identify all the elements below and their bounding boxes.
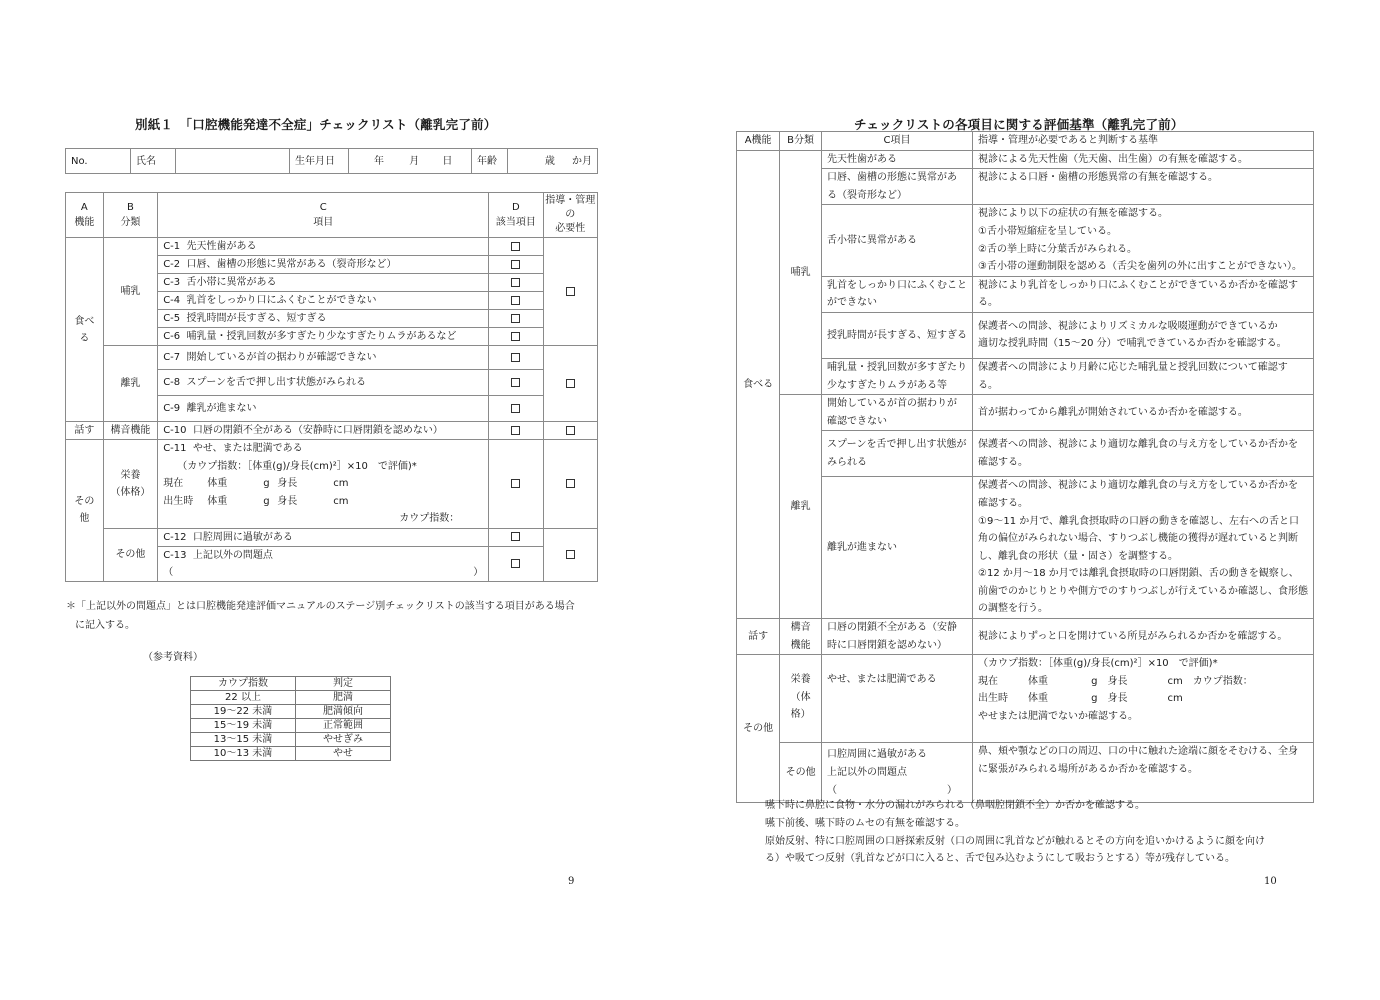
criteria-item: やせ、または肥満である <box>821 655 972 743</box>
reference-range: 19～22 未満 <box>191 705 296 719</box>
checkbox-c4[interactable] <box>489 292 543 310</box>
header-c: C項目 <box>821 132 972 151</box>
kaup-index-field[interactable]: カウプ指数： <box>399 513 460 524</box>
checkbox-c12[interactable] <box>489 528 543 546</box>
footnote-line-1: ＊「上記以外の問題点」とは口腔機能発達評価マニュアルのステージ別チェックリストの該当する項目がある場合 <box>66 601 575 612</box>
birthdate-label: 生年月日 <box>290 149 349 174</box>
checkbox-c3[interactable] <box>489 274 543 292</box>
patient-info-table <box>65 148 598 174</box>
criteria-text: 視診による先天性歯（先天歯、出生歯）の有無を確認する。 <box>973 150 1314 169</box>
kaup-reference-table <box>190 676 391 761</box>
criteria-row <box>737 205 1314 276</box>
birth-day-label: 日 <box>442 155 453 167</box>
current-measure-row: 現在 体重 g 身長 cm <box>163 475 483 493</box>
criteria-item: 開始しているが首の据わりが 確認できない <box>821 395 972 431</box>
item-c10: C-10 口唇の閉鎖不全がある（安静時に口唇閉鎖を認めない） <box>158 422 489 440</box>
reference-title: （参考資料） <box>143 652 203 663</box>
criteria-text: 視診により以下の症状の有無を確認する。 ①舌小帯短縮症を呈している。 ②舌の挙上時に分葉舌がみられる。 ③舌小帯の運動制限を認める（舌尖を歯列の外に出すことができない）。 <box>973 205 1314 276</box>
header-row <box>66 193 598 238</box>
checkbox-need-honyu[interactable] <box>543 238 597 346</box>
criteria-row <box>737 619 1314 655</box>
category-honyu: 哺乳 <box>780 150 822 395</box>
criteria-row <box>737 169 1314 205</box>
criteria-text: （カウプ指数：［体重(g)/身長(cm)²］×10 で評価)* 現在 体重 g 身長 cm カウプ指数： 出生時 体重 g 身長 cm やせまたは肥満でないか確認する。 <box>973 655 1314 743</box>
reference-judgement: 肥満 <box>296 691 391 705</box>
criteria-item: 舌小帯に異常がある <box>821 205 972 276</box>
reference-row <box>191 691 391 705</box>
category-sonota: その他 <box>103 528 158 581</box>
checkbox-c10[interactable] <box>489 422 543 440</box>
group-hanasu: 話す <box>66 422 104 440</box>
checkbox-need-rinyu[interactable] <box>543 346 597 422</box>
criteria-item: 口唇の閉鎖不全がある（安静 時に口唇閉鎖を認めない） <box>821 619 972 655</box>
age-years-label: 歳 <box>544 155 555 167</box>
group-taberu: 食べる <box>737 150 780 618</box>
criteria-text: 保護者への問診により月齢に応じた哺乳量と授乳回数について確認す る。 <box>973 358 1314 394</box>
header-b: B分類 <box>780 132 822 151</box>
checkbox-need-sonota[interactable] <box>543 528 597 581</box>
category-eiyo: 栄養 （体格） <box>780 655 822 743</box>
item-c6: C-6 哺乳量・授乳回数が多すぎたり少なすぎたりムラがあるなど <box>158 328 489 346</box>
checkbox-need-kouon[interactable] <box>543 422 597 440</box>
note-line-3: 原始反射、特に口腔周囲の口唇探索反射（口の周囲に乳首などが触れるとその方向を追いかけるように顔を向け <box>765 836 1265 847</box>
criteria-item: 離乳が進まない <box>821 477 972 619</box>
checklist-title: 別紙１ 「口腔機能発達不全症」チェックリスト（離乳完了前） <box>135 117 497 132</box>
criteria-row <box>737 743 1314 803</box>
criteria-text: 視診によりずっと口を開けている所見がみられるか否かを確認する。 <box>973 619 1314 655</box>
age-field[interactable] <box>508 149 598 174</box>
reference-range: 10～13 未満 <box>191 747 296 761</box>
checkbox-c6[interactable] <box>489 328 543 346</box>
checkbox-c2[interactable] <box>489 256 543 274</box>
birthdate-field[interactable] <box>349 149 472 174</box>
checkbox-c11[interactable] <box>489 440 543 529</box>
criteria-text: 保護者への問診、視診により適切な離乳食の与え方をしているか否かを 確認する。 ①9～11 か月で、離乳食摂取時の口唇の動きを確認し、左右への舌と口 角の偏位がみられない場合、すりつぶし機能の獲得が遅れていると判断 し、離乳食の形状（量・固さ）を調整する。 ②12 か月～18 か月では離乳食摂取時の口唇閉鎖、舌の動きを観察し、 前歯でのかじりとりや側方でのすりつぶしが行えているか確認し、食形態 の調整を行う。 <box>973 477 1314 619</box>
reference-header-judgement: 判定 <box>296 677 391 691</box>
reference-range: 22 以上 <box>191 691 296 705</box>
reference-header-kaup: カウプ指数 <box>191 677 296 691</box>
criteria-item: 乳首をしっかり口にふくむこと ができない <box>821 276 972 312</box>
age-label: 年齢 <box>472 149 508 174</box>
name-field[interactable] <box>176 149 290 174</box>
criteria-text: 保護者への問診、視診によりリズミカルな吸啜運動ができているか 適切な授乳時間（15～20 分）で哺乳できているか否かを確認する。 <box>973 312 1314 358</box>
table-row <box>66 346 598 370</box>
criteria-item: 口唇、歯槽の形態に異常があ る（裂奇形など） <box>821 169 972 205</box>
item-c4: C-4 乳首をしっかり口にふくむことができない <box>158 292 489 310</box>
criteria-text: 保護者への問診、視診により適切な離乳食の与え方をしているか否かを 確認する。 <box>973 431 1314 477</box>
item-c1: C-1 先天性歯がある <box>158 238 489 256</box>
col-b-header: B 分類 <box>103 193 158 238</box>
criteria-item: スプーンを舌で押し出す状態が みられる <box>821 431 972 477</box>
checkbox-c9[interactable] <box>489 396 543 422</box>
weight-unit: g <box>263 478 270 489</box>
criteria-row <box>737 358 1314 394</box>
checkbox-c5[interactable] <box>489 310 543 328</box>
name-label: 氏名 <box>131 149 176 174</box>
item-c12: C-12 口腔周囲に過敏がある <box>158 528 489 546</box>
reference-range: 15～19 未満 <box>191 719 296 733</box>
age-months-label: か月 <box>572 155 592 167</box>
note-line-1: 嚥下時に鼻腔に食物・水分の漏れがみられる（鼻咽腔閉鎖不全）か否かを確認する。 <box>765 800 1145 811</box>
col-a-header: A 機能 <box>66 193 104 238</box>
criteria-text: 首が据わってから離乳が開始されているか否かを確認する。 <box>973 395 1314 431</box>
table-row <box>66 528 598 546</box>
item-c3: C-3 舌小帯に異常がある <box>158 274 489 292</box>
category-honyu: 哺乳 <box>103 238 158 346</box>
category-kouon: 構音 機能 <box>780 619 822 655</box>
item-c2: C-2 口唇、歯槽の形態に異常がある（裂奇形など） <box>158 256 489 274</box>
category-kouon: 構音機能 <box>103 422 158 440</box>
checklist-table <box>65 192 598 582</box>
item-c8: C-8 スプーンを舌で押し出す状態がみられる <box>158 370 489 396</box>
c13-free-text-field[interactable]: （ ） <box>163 566 484 578</box>
category-rinyu: 離乳 <box>103 346 158 422</box>
checkbox-c13[interactable] <box>489 546 543 581</box>
reference-header-row <box>191 677 391 691</box>
page-number: 10 <box>1264 876 1277 887</box>
checkbox-need-eiyo[interactable] <box>543 440 597 529</box>
group-hanasu: 話す <box>737 619 780 655</box>
note-line-4: る）や吸てつ反射（乳首などが口に入ると、舌で包み込むようにして吸おうとする）等が残存している。 <box>765 853 1235 864</box>
criteria-row <box>737 395 1314 431</box>
group-taberu: 食べる <box>66 238 104 422</box>
item-c11: C-11 やせ、または肥満である （カウプ指数：［体重(g)/身長(cm)²］×10 で評価)* 現在 体重 g 身長 cm 出生時 体重 g 身長 cm カウプ指数： <box>158 440 489 529</box>
birth-measure-row: 出生時 体重 g 身長 cm <box>163 495 349 507</box>
criteria-row <box>737 431 1314 477</box>
reference-row <box>191 733 391 747</box>
criteria-row <box>737 655 1314 743</box>
reference-judgement: 肥満傾向 <box>296 705 391 719</box>
note-line-2: 嚥下前後、嚥下時のムセの有無を確認する。 <box>765 818 965 829</box>
criteria-item: 先天性歯がある <box>821 150 972 169</box>
checkbox-c1[interactable] <box>489 238 543 256</box>
table-row <box>66 440 598 529</box>
no-label: No. <box>66 149 131 174</box>
group-sonota: その他 <box>66 440 104 582</box>
group-sonota: その他 <box>737 655 780 803</box>
header-criteria: 指導・管理が必要であると判断する基準 <box>973 132 1314 151</box>
col-d-header: D 該当項目 <box>489 193 543 238</box>
criteria-row <box>737 276 1314 312</box>
criteria-text: 鼻、頬や顎などの口の周辺、口の中に触れた途端に顔をそむける、全身 に緊張がみられる場所があるか否かを確認する。 <box>973 743 1314 803</box>
reference-judgement: やせぎみ <box>296 733 391 747</box>
reference-row <box>191 747 391 761</box>
table-row <box>66 238 598 256</box>
page-number: 9 <box>568 876 575 887</box>
criteria-item: 哺乳量・授乳回数が多すぎたり 少なすぎたりムラがある等 <box>821 358 972 394</box>
criteria-table <box>736 131 1314 803</box>
criteria-row <box>737 312 1314 358</box>
col-e-header: 指導・管理 の 必要性 <box>543 193 597 238</box>
criteria-text: 視診による口唇・歯槽の形態異常の有無を確認する。 <box>973 169 1314 205</box>
criteria-item: 口腔周囲に過敏がある 上記以外の問題点 （ ） <box>821 743 972 803</box>
birth-month-label: 月 <box>409 155 420 167</box>
checkbox-c7[interactable] <box>489 346 543 370</box>
category-rinyu: 離乳 <box>780 395 822 619</box>
checkbox-c8[interactable] <box>489 370 543 396</box>
footnote-line-2: に記入する。 <box>75 620 135 631</box>
reference-row <box>191 705 391 719</box>
item-c5: C-5 授乳時間が長すぎる、短すぎる <box>158 310 489 328</box>
item-c9: C-9 離乳が進まない <box>158 396 489 422</box>
reference-judgement: 正常範囲 <box>296 719 391 733</box>
criteria-row <box>737 477 1314 619</box>
criteria-row <box>737 150 1314 169</box>
item-c13: C-13 上記以外の問題点 （ ） <box>158 546 489 581</box>
page-10 <box>690 0 1380 1000</box>
col-c-header: C 項目 <box>158 193 489 238</box>
criteria-header-row <box>737 132 1314 151</box>
birth-year-label: 年 <box>374 155 384 167</box>
criteria-text: 視診により乳首をしっかり口にふくむことができているか否かを確認す る。 <box>973 276 1314 312</box>
item-c7: C-7 開始しているが首の据わりが確認できない <box>158 346 489 370</box>
reference-row <box>191 719 391 733</box>
kaup-formula: （カウプ指数：［体重(g)/身長(cm)²］×10 で評価)* <box>177 460 417 472</box>
reference-range: 13～15 未満 <box>191 733 296 747</box>
criteria-item: 授乳時間が長すぎる、短すぎる <box>821 312 972 358</box>
header-a: A機能 <box>737 132 780 151</box>
reference-judgement: やせ <box>296 747 391 761</box>
table-row <box>66 422 598 440</box>
criteria-title: チェックリストの各項目に関する評価基準（離乳完了前） <box>854 117 1184 132</box>
category-sonota: その他 <box>780 743 822 803</box>
category-eiyo: 栄養 （体格） <box>103 440 158 529</box>
